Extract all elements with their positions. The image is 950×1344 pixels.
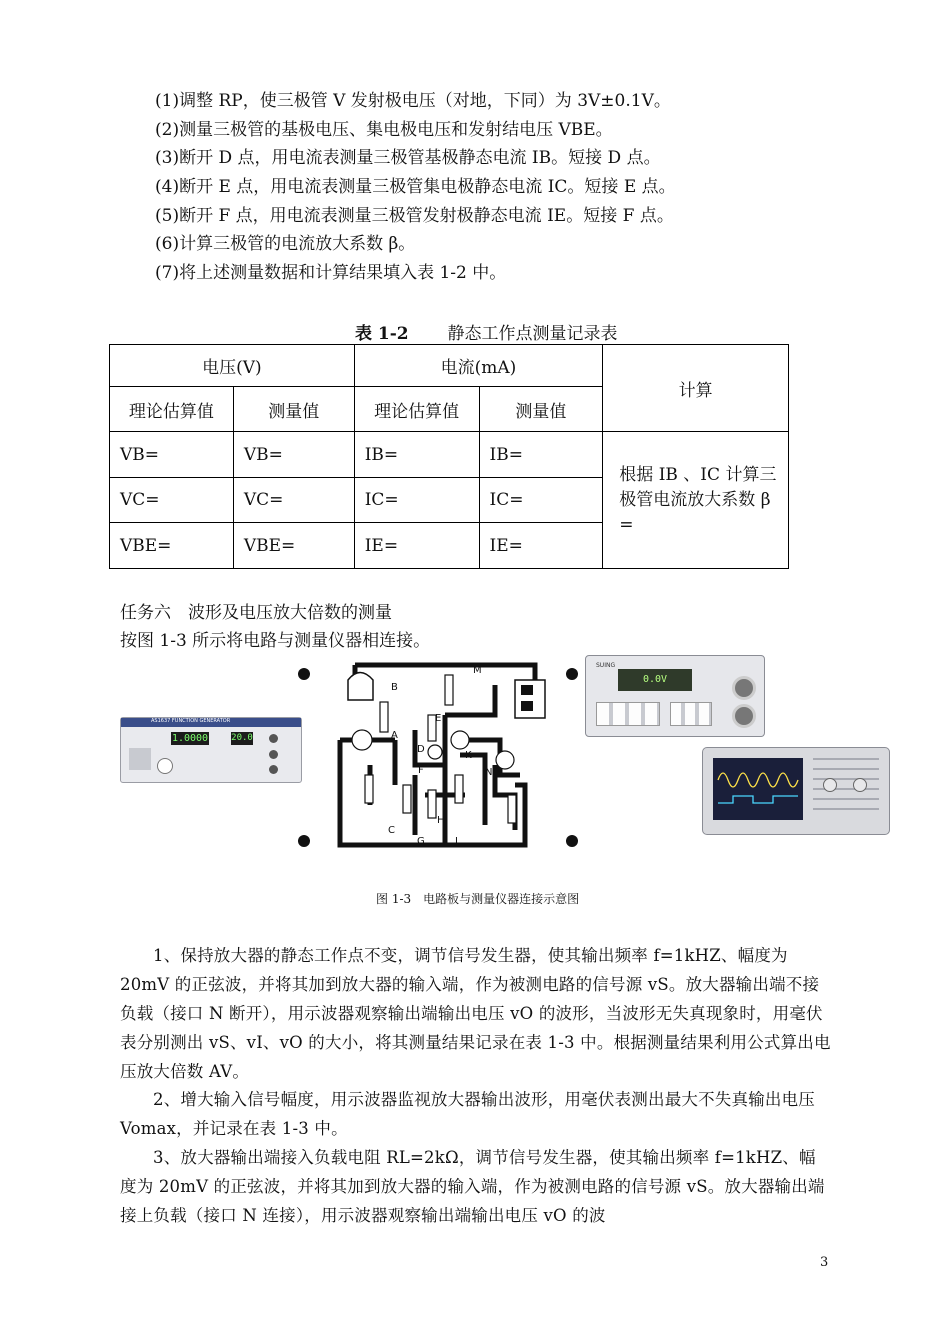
generator-brand: AS1637 FUNCTION GENERATOR	[151, 718, 231, 724]
generator-panel-left	[129, 748, 151, 770]
generator-output-jack	[269, 765, 278, 774]
meter-input-jack	[732, 704, 756, 728]
scope-knob	[853, 778, 867, 792]
board-label-k: K	[465, 750, 472, 761]
meter-brand: SUING	[596, 662, 616, 669]
voltage-theory-header: 理论估算值	[110, 387, 234, 432]
voltage-header: 电压(V)	[110, 345, 355, 387]
paragraph-2: 2、增大输入信号幅度，用示波器监视放大器输出波形，用毫伏表测出最大不失真输出电压 Vomax，并记录在表 1-3 中。	[120, 1090, 815, 1138]
meter-buttons	[596, 702, 660, 726]
current-header: 电流(mA)	[354, 345, 603, 387]
meter-display: 0.0V	[618, 669, 692, 691]
page-number: 3	[820, 1255, 829, 1270]
board-label-g: G	[417, 836, 425, 847]
step-5: (5)断开 F 点，用电流表测量三极管发射极静态电流 IE。短接 F 点。	[155, 206, 674, 226]
figure-1-3	[100, 655, 900, 860]
board-label-b: B	[391, 682, 398, 693]
table-cell: VBE=	[233, 523, 354, 569]
resistor	[428, 790, 436, 818]
figure-caption: 图 1-3 电路板与测量仪器连接示意图	[376, 892, 580, 906]
board-label-a: A	[391, 730, 398, 741]
board-label-c: C	[388, 825, 395, 836]
table-cell: IE=	[354, 523, 479, 569]
static-operating-point-table	[109, 344, 789, 569]
resistor	[455, 775, 463, 803]
table-cell: VB=	[233, 432, 354, 478]
task-intro: 按图 1-3 所示将电路与测量仪器相连接。	[120, 631, 431, 651]
capacitor	[451, 731, 469, 749]
calc-cell: 根据 IB 、IC 计算三极管电流放大系数 β =	[603, 432, 789, 569]
resistor	[403, 785, 411, 813]
resistor	[445, 675, 453, 705]
scope-waveform	[713, 758, 803, 820]
board-corner-dot	[298, 835, 310, 847]
millivoltmeter	[585, 655, 765, 737]
table-cell: IB=	[479, 432, 603, 478]
circuit-board	[325, 655, 565, 855]
function-generator	[120, 717, 302, 783]
paragraph-3: 3、放大器输出端接入负载电阻 RL=2kΩ，调节信号发生器，使其输出频率 f=1kHZ、幅度为 20mV 的正弦波，并将其加到放大器的输入端，作为被测电路的信号源 vS。放大器输出端接上负载（接口 N 连接），用示波器观察输出端输出电压 vO 的波	[120, 1148, 825, 1225]
generator-knob	[157, 758, 173, 774]
generator-display-2: 20.0	[231, 733, 253, 743]
current-theory-header: 理论估算值	[354, 387, 479, 432]
scope-screen	[713, 758, 803, 820]
step-7: (7)将上述测量数据和计算结果填入表 1-2 中。	[155, 263, 507, 283]
table-cell: IE=	[479, 523, 603, 569]
board-label-j: J	[455, 836, 458, 847]
table-cell: IB=	[354, 432, 479, 478]
capacitor	[496, 751, 514, 769]
capacitor	[352, 730, 372, 750]
board-label-e: E	[435, 713, 442, 724]
board-corner-dot	[566, 668, 578, 680]
table-cell: VC=	[110, 478, 234, 523]
table-cell: VBE=	[110, 523, 234, 569]
generator-title-bar	[121, 718, 301, 727]
step-3: (3)断开 D 点，用电流表测量三极管基极静态电流 IB。短接 D 点。	[155, 148, 661, 168]
scope-knob	[823, 778, 837, 792]
table-caption-title: 静态工作点测量记录表	[447, 324, 618, 344]
voltage-measured-header: 测量值	[233, 387, 354, 432]
transistor	[428, 745, 442, 759]
components	[352, 675, 516, 823]
step-6: (6)计算三极管的电流放大系数 β。	[155, 234, 416, 254]
board-label-m: M	[473, 665, 482, 676]
scope-trace-ch2	[718, 796, 798, 803]
table-cell: VC=	[233, 478, 354, 523]
current-measured-header: 测量值	[479, 387, 603, 432]
step-4: (4)断开 E 点，用电流表测量三极管集电极静态电流 IC。短接 E 点。	[155, 177, 676, 197]
connector-pin	[521, 701, 533, 711]
table-caption	[355, 319, 617, 344]
resistor	[508, 795, 516, 823]
meter-buttons	[670, 702, 712, 726]
board-corner-dot	[566, 835, 578, 847]
resistor	[380, 702, 388, 732]
table-cell: IC=	[354, 478, 479, 523]
resistor	[365, 775, 373, 803]
paragraph-1: 1、保持放大器的静态工作点不变，调节信号发生器，使其输出频率 f=1kHZ、幅度为 20mV 的正弦波，并将其加到放大器的输入端，作为被测电路的信号源 vS。放大器输出端不接负载（接口 N 断开），用示波器观察输出端输出电压 vO 的波形，当波形无失真现象时，用毫伏表分别测出 vS、vI、vO 的大小，将其测量结果记录在表 1-3 中。根据测量结果利用公式算出电压放大倍数 AV。	[120, 946, 831, 1081]
board-corner-dot	[298, 668, 310, 680]
board-label-h: H	[437, 815, 445, 826]
calc-header: 计算	[603, 345, 789, 432]
board-label-n: N	[485, 767, 493, 778]
meter-input-jack	[732, 676, 756, 700]
oscilloscope	[702, 747, 890, 835]
potentiometer	[348, 673, 373, 701]
board-label-f: F	[418, 765, 424, 776]
step-2: (2)测量三极管的基极电压、集电极电压和发射结电压 VBE。	[155, 120, 613, 140]
step-1: (1)调整 RP，使三极管 V 发射极电压（对地，下同）为 3V±0.1V。	[155, 91, 671, 111]
table-cell: VB=	[110, 432, 234, 478]
board-label-d: D	[417, 744, 425, 755]
scope-trace-ch1	[718, 773, 798, 787]
task-title: 任务六 波形及电压放大倍数的测量	[120, 603, 392, 623]
generator-output-jack	[269, 750, 278, 759]
table-caption-number: 表 1-2	[355, 324, 409, 344]
generator-display: 1.0000	[171, 733, 209, 744]
table-cell: IC=	[479, 478, 603, 523]
generator-output-jack	[269, 734, 278, 743]
connector-pin	[521, 685, 533, 695]
